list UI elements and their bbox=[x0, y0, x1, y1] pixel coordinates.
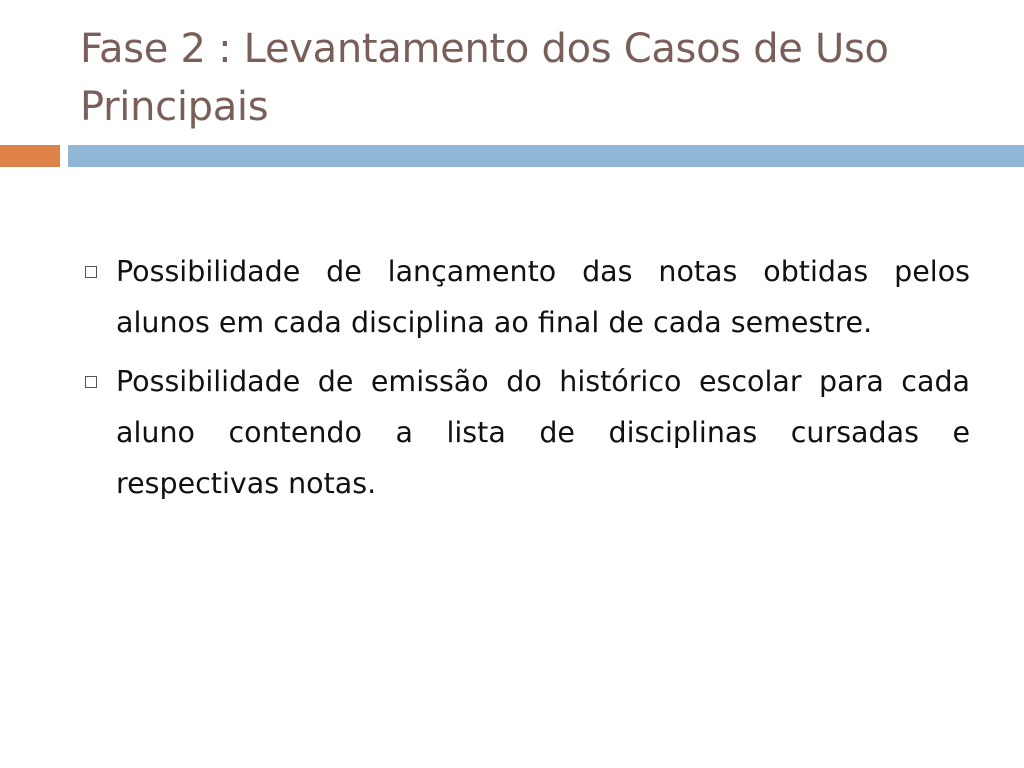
hollow-square-bullet-icon bbox=[85, 376, 97, 388]
bullet-list bbox=[80, 246, 970, 517]
slide-title: Fase 2 : Levantamento dos Casos de Uso Principais bbox=[80, 26, 889, 130]
bullet-text: Possibilidade de lançamento das notas obtidas pelos alunos em cada disciplina ao final de cada semestre. bbox=[116, 255, 970, 339]
list-item bbox=[80, 246, 970, 348]
bullet-text: Possibilidade de emissão do histórico escolar para cada aluno contendo a lista de disciplinas cursadas e respectivas notas. bbox=[116, 365, 970, 500]
hollow-square-bullet-icon bbox=[85, 266, 97, 278]
title-divider-bar bbox=[68, 145, 1024, 167]
title-accent-bar bbox=[0, 145, 60, 167]
list-item bbox=[80, 356, 970, 509]
